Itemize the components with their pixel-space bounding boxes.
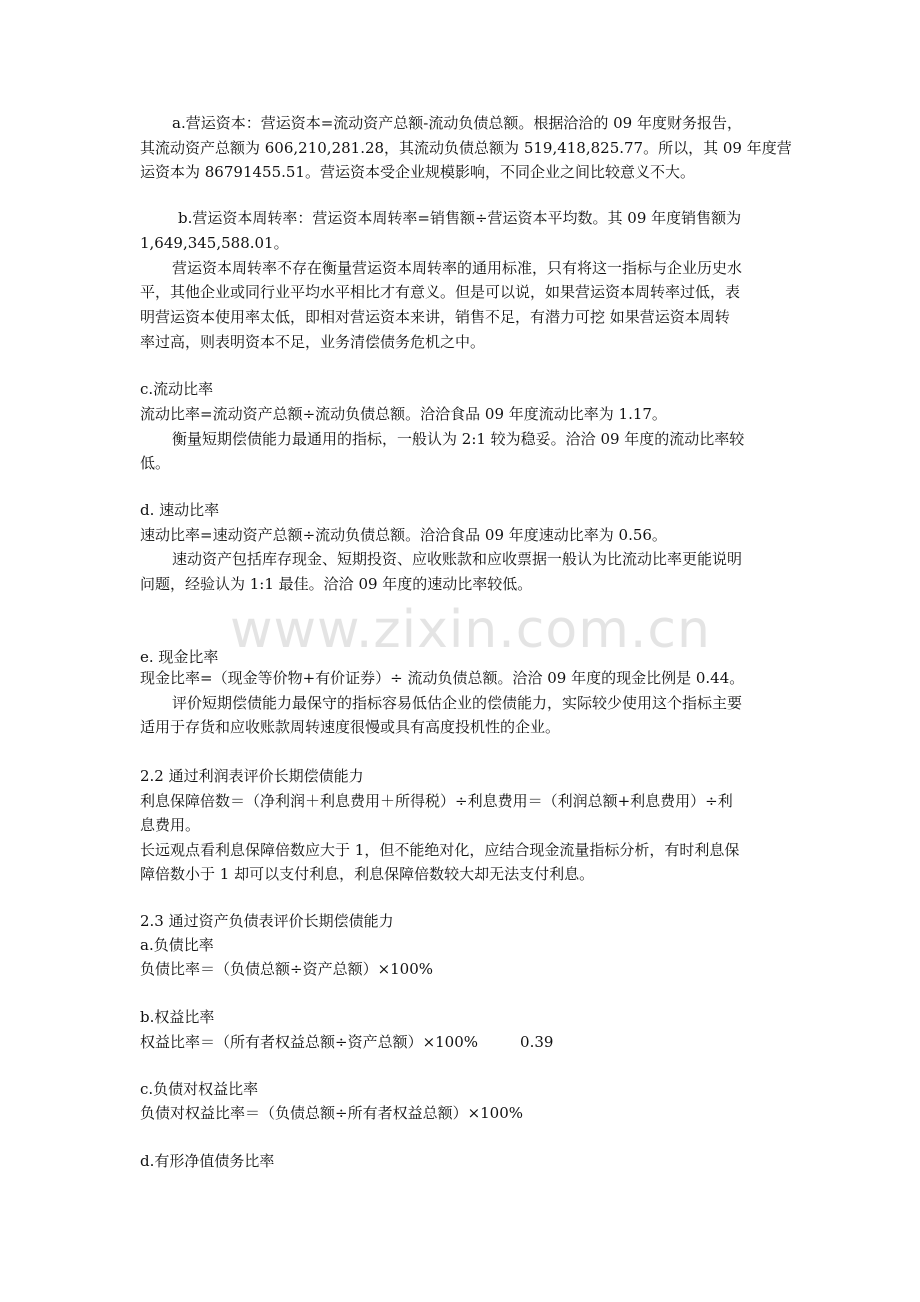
section-e-line-1: 现金比率=（现金等价物+有价证券）÷ 流动负债总额。洽洽 09 年度的现金比例是 0.44。 — [140, 669, 745, 687]
section-b-line-3: 营运资本周转率不存在衡量营运资本周转率的通用标准，只有将这一指标与企业历史水 — [172, 259, 743, 277]
section-a-line-2: 其流动资产总额为 606,210,281.28，其流动负债总额为 519,418,825.77。所以，其 09 年度营 — [140, 139, 792, 157]
section-2-3-d-title: d.有形净值债务比率 — [140, 1152, 275, 1170]
section-c-title: c.流动比率 — [140, 380, 214, 398]
section-2-2-line-4: 障倍数小于 1 却可以支付利息，利息保障倍数较大却无法支付利息。 — [140, 865, 595, 883]
section-2-3-c-title: c.负债对权益比率 — [140, 1080, 259, 1098]
section-2-3-c-formula: 负债对权益比率＝（负债总额÷所有者权益总额）×100% — [140, 1104, 524, 1122]
section-b-line-6: 率过高，则表明资本不足，业务清偿债务危机之中。 — [140, 333, 486, 351]
section-b-line-2: 1,649,345,588.01。 — [140, 234, 289, 252]
section-b-line-5: 明营运资本使用率太低，即相对营运资本来讲，销售不足，有潜力可挖 如果营运资本周转 — [140, 308, 730, 326]
section-b-line-1: b.营运资本周转率：营运资本周转率=销售额÷营运资本平均数。其 09 年度销售额为 — [178, 209, 742, 227]
section-2-3-b-formula: 权益比率＝（所有者权益总额÷资产总额）×100% — [140, 1033, 479, 1051]
section-2-3-b-title: b.权益比率 — [140, 1008, 215, 1026]
section-e-line-3: 适用于存货和应收账款周转速度很慢或具有高度投机性的企业。 — [140, 718, 561, 736]
section-2-3-a-title: a.负债比率 — [140, 936, 214, 954]
section-d-title: d. 速动比率 — [140, 501, 220, 519]
section-d-line-3: 问题，经验认为 1:1 最佳。洽洽 09 年度的速动比率较低。 — [140, 575, 533, 593]
section-2-2-line-3: 长远观点看利息保障倍数应大于 1，但不能绝对化，应结合现金流量指标分析，有时利息保 — [140, 841, 740, 859]
section-c-line-1: 流动比率=流动资产总额÷流动负债总额。洽洽食品 09 年度流动比率为 1.17。 — [140, 405, 667, 423]
section-b-line-4: 平，其他企业或同行业平均水平相比才有意义。但是可以说，如果营运资本周转率过低，表 — [140, 283, 741, 301]
section-2-3-b-row — [140, 1031, 553, 1053]
section-c-line-3: 低。 — [140, 454, 171, 472]
section-2-2-title: 2.2 通过利润表评价长期偿债能力 — [140, 767, 364, 785]
section-2-3-title: 2.3 通过资产负债表评价长期偿债能力 — [140, 912, 394, 930]
section-2-3-b-value: 0.39 — [520, 1033, 554, 1051]
section-d-line-2: 速动资产包括库存现金、短期投资、应收账款和应收票据一般认为比流动比率更能说明 — [172, 550, 743, 568]
section-a-line-3: 运资本为 86791455.51。营运资本受企业规模影响，不同企业之间比较意义不大。 — [140, 163, 695, 181]
section-e-title: e. 现金比率 — [140, 648, 219, 666]
section-a-line-1: a.营运资本：营运资本=流动资产总额-流动负债总额。根据洽洽的 09 年度财务报告， — [172, 114, 742, 132]
section-d-line-1: 速动比率=速动资产总额÷流动负债总额。洽洽食品 09 年度速动比率为 0.56。 — [140, 526, 667, 544]
watermark: www.zixin.com.cn — [230, 600, 711, 660]
section-e-line-2: 评价短期偿债能力最保守的指标容易低估企业的偿债能力，实际较少使用这个指标主要 — [172, 694, 743, 712]
section-c-line-2: 衡量短期偿债能力最通用的指标，一般认为 2:1 较为稳妥。洽洽 09 年度的流动比率较 — [172, 430, 745, 448]
section-2-2-line-1: 利息保障倍数＝（净利润＋利息费用＋所得税）÷利息费用＝（利润总额+利息费用）÷利 — [140, 792, 733, 810]
section-2-3-a-formula: 负债比率＝（负债总额÷资产总额）×100% — [140, 960, 434, 978]
section-2-2-line-2: 息费用。 — [140, 816, 201, 834]
